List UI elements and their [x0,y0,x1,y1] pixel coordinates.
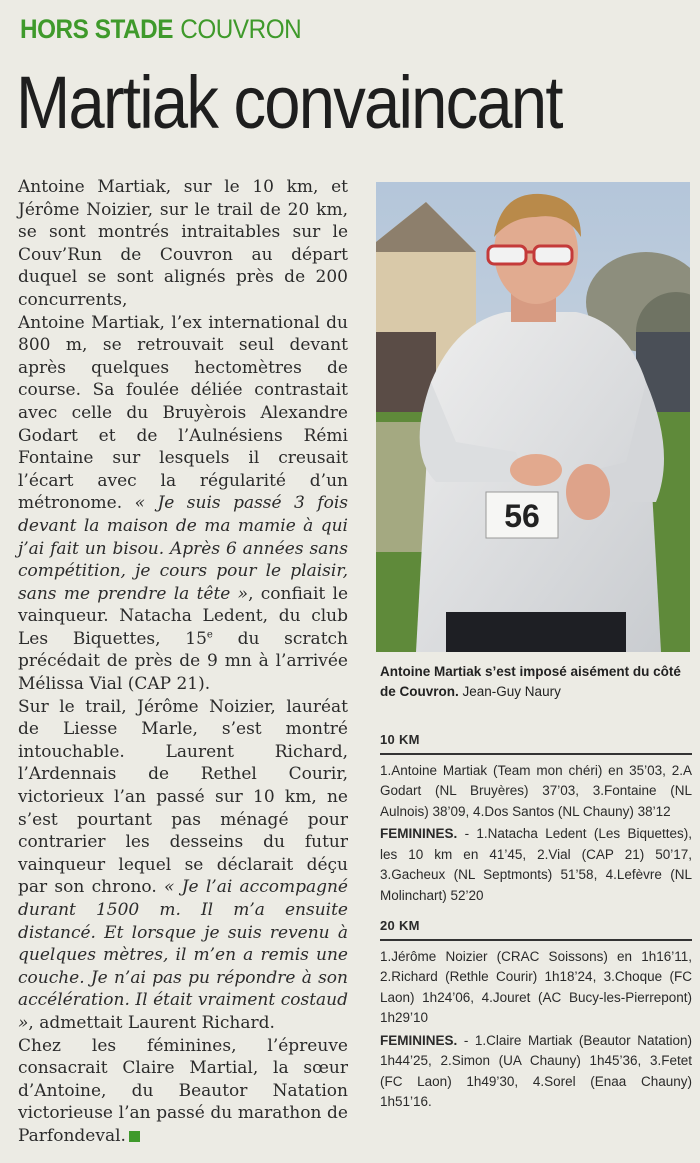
article-paragraph: Chez les féminines, l’épreuve consacrait Claire Martial, la sœur d’Antoine, du Beautor Natation victorieuse l’an passé du marathon de Parfondeval. [18,1035,348,1146]
women-label: FEMININES. [380,826,458,841]
article-paragraph: Sur le trail, Jérôme Noizier, lauréat de Liesse Marle, s’est montré intouchable. Laurent Richard, l’Ardennais de Rethel Courir, victorieux l’an passé sur 10 km, ne s’est pourtant pas ménagé pour contrarier les desseins du futur vainqueur lequel se déclarait déçu par son chrono. « Je l’ai accompagné durant 1500 m. Il m’a ensuite distancé. Et lorsque je suis revenu à quelques mètres, il m’en a remis une couche. Je n’ai pas pu répondre à son accélération. Il était vraiment costaud », admettait Laurent Richard. [18,696,348,1033]
results-box [380,730,692,1115]
results-10km-men: 1.Antoine Martiak (Team mon chéri) en 35’03, 2.A Godart (NL Bruyères) 37’03, 3.Fontaine (NL Aulnois) 38’09, 4.Dos Santos (NL Chauny) 38’12 [380,762,692,819]
results-heading-20km: 20 KM [380,916,692,941]
quote: « Je l’ai accompagné durant 1500 m. Il m’a ensuite distancé. Et lorsque je suis revenu à quelques mètres, il m’en a remis une couche. Je n’ai pas pu répondre à son accélération. Il était vraiment costaud » [18,877,348,1033]
article-paragraph: Antoine Martiak, sur le 10 km, et Jérôme Noizier, sur le trail de 20 km, se sont montrés intraitables sur le Couv’Run de Couvron au départ duquel se sont alignés près de 200 concurrents, [18,177,348,310]
end-mark-icon [129,1131,140,1142]
photo-caption [380,662,690,702]
article-body [18,176,348,1148]
section-rubric: HORS STADE [20,14,174,44]
results-20km-women: FEMININES. - 1.Claire Martiak (Beautor Natation) 1h44’25, 2.Simon (UA Chauny) 1h45’36, 3.Fetet (FC Laon) 1h49’30, 4.Sorel (Enaa Chauny) 1h51’16. [380,1032,692,1109]
section-place: COUVRON [180,14,302,44]
results-20km-men: 1.Jérôme Noizier (CRAC Soissons) en 1h16’11, 2.Richard (Rethle Courir) 1h18’24, 3.Choque (FC Laon) 1h24’06, 4.Jouret (AC Bucy-les-Pierrepont) 1h29’10 [380,948,692,1025]
results-10km-women: FEMININES. - 1.Natacha Ledent (Les Biquettes), les 10 km en 41’45, 2.Vial (CAP 21) 50’17, 3.Gacheux (NL Septmonts) 51’58, 4.Lefèvre (NL Molinchart) 52’20 [380,826,692,903]
women-label: FEMININES. [380,1032,458,1048]
results-heading-10km: 10 KM [380,730,692,755]
quote: « Je suis passé 3 fois devant la maison de ma mamie à qui j’ai fait un bisou. Après 6 années sans compétition, je cours pour le plaisir, sans me prendre la tête » [18,493,348,604]
photo-credit: Jean-Guy Naury [462,684,561,699]
runner-photo [376,182,690,652]
caption-text: Antoine Martiak s’est imposé aisément du côté de Couvron. [380,664,681,699]
section-kicker [20,14,301,45]
article-paragraph: Antoine Martiak, l’ex international du 800 m, se retrouvait seul devant après quelques hectomètres de course. Sa foulée déliée contrastait avec celle du Bruyèrois Alexandre Godart et de l’Aulnésiens Rémi Fontaine sur lesquels il creusait l’écart avec la régularité d’un métronome. « Je suis passé 3 fois devant la maison de ma mamie à qui j’ai fait un bisou. Après 6 années sans compétition, je cours pour le plaisir, sans me prendre la tête », confiait le vainqueur. Natacha Ledent, du club Les Biquettes, 15e du scratch précédait de près de 9 mn à l’arrivée Mélissa Vial (CAP 21). [18,312,349,695]
bib-number: 56 [504,498,540,534]
article-headline: Martiak convaincant [16,61,562,144]
